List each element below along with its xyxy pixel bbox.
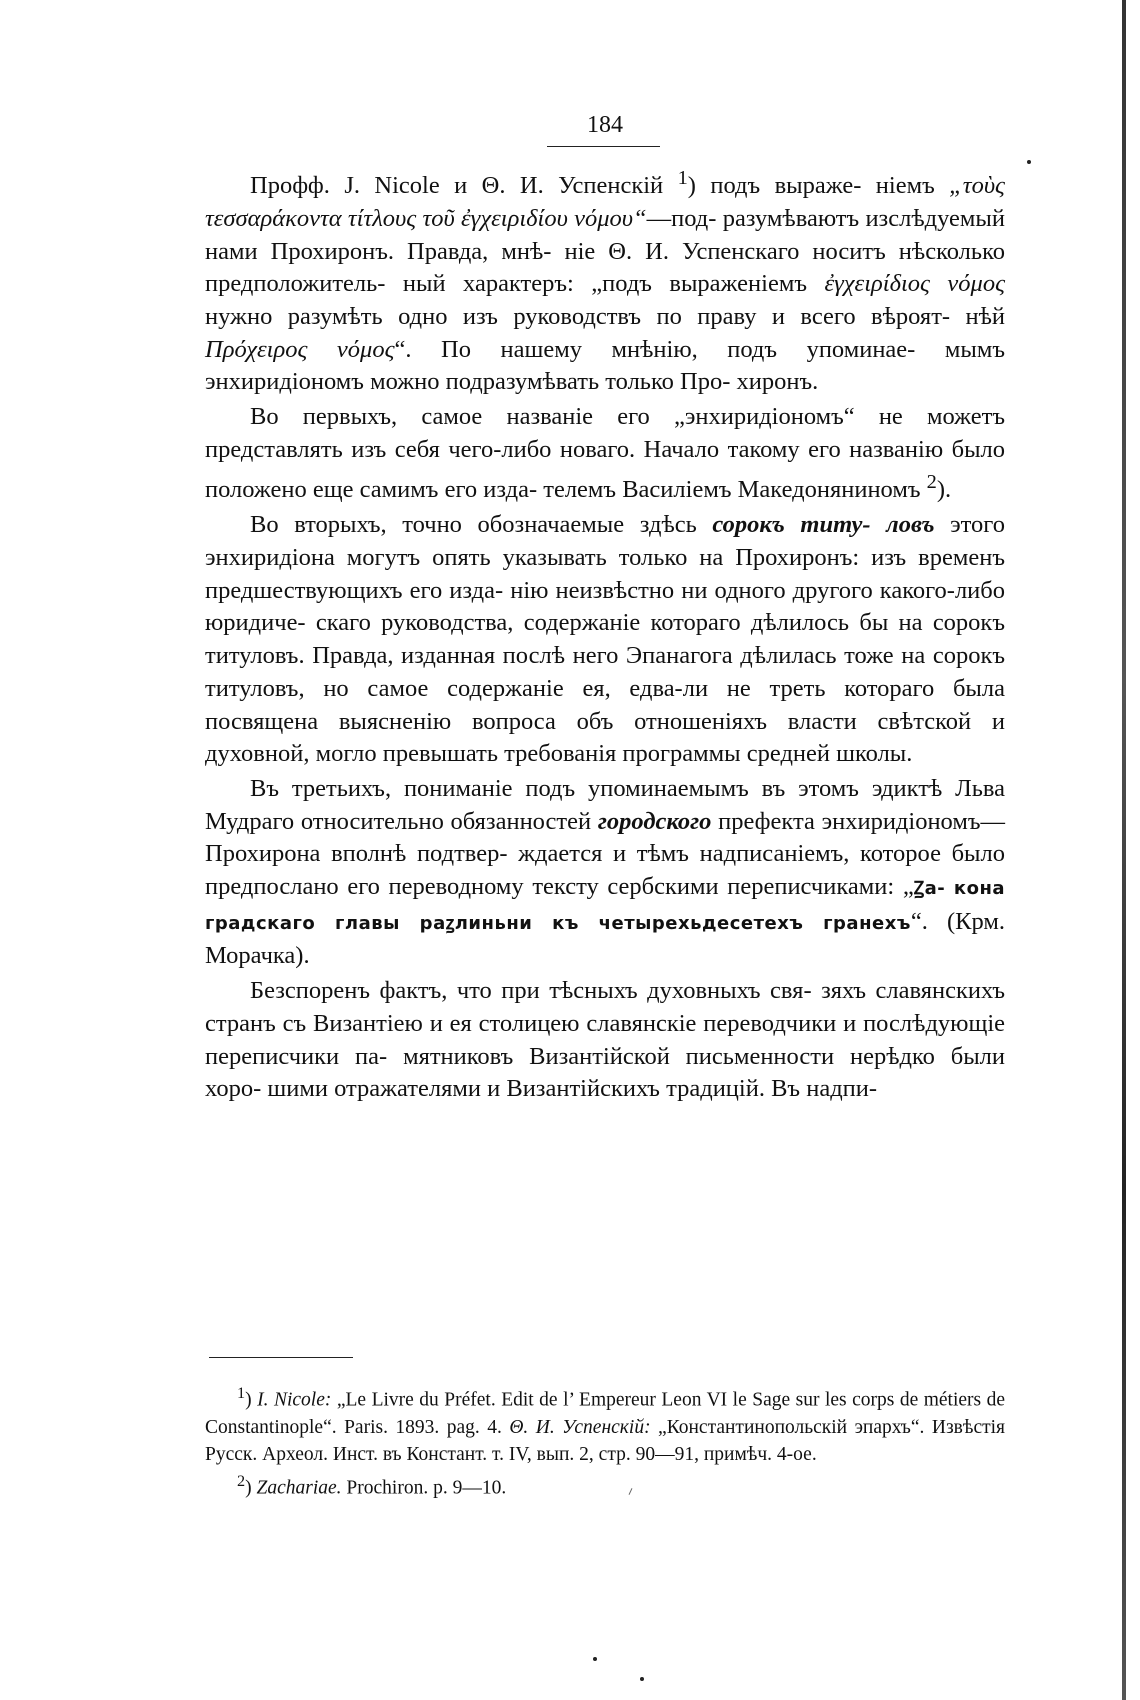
emphasis-text: Πρόχειρος νόμος [205,335,395,363]
paragraph [205,162,1005,399]
emphasis-text: ловъ [886,511,935,539]
text-run: “. [910,907,928,935]
footnote-marker: 2 [926,471,937,494]
text-run: ніемъ [875,172,950,200]
emphasis-text: Ꙁа- [913,878,946,900]
emphasis-text: Θ. И. Успенскій: [509,1416,651,1438]
text-run: мымъ энхиридіономъ можно подразумѣвать только Про- [205,335,1005,396]
text-run: Sage sur les corps de métiers de Constantinople“. Paris. 1893. pag. 4. [205,1389,1006,1438]
text-run: ). [936,476,952,504]
text-run: нѣй [965,302,1006,330]
text-run: эдиктѣ Льва Мудраго относительно обязанностей [205,774,1006,835]
emphasis-text: „τοὺς τεσσαράκοντα τίτλους τοῦ ἐγχειριδίου νόμου“ [205,172,1006,232]
text-run: зяхъ славянскихъ странъ съ Византіею и ея столицею [205,977,1005,1037]
text-run: ) [245,1477,257,1498]
emphasis-text: сорокъ титу- [712,511,871,539]
text-run: префекта энхиридіономъ—Прохирона вполнѣ подтвер- [205,807,1006,868]
text-run: нужно [205,302,273,330]
text-run: можетъ представлять изъ себя чего-либо новаго. Начало [205,403,1005,463]
footnote [205,1380,1005,1468]
text-run: Во вторыхъ, точно обозначаемые здѣсь [250,511,713,539]
text-run: его переводному тексту сербскими переписчиками: „ [347,873,914,901]
emphasis-text: Zachariae. [256,1477,342,1498]
text-run: славянскіе переводчики и послѣдующіе переписчики па- [205,1009,1006,1070]
text-run: ніе Θ. И. Успенскаго носитъ нѣсколько предположитель- [205,237,1005,298]
text-run: “. По нашему мнѣнію, подъ упоминае- [394,335,916,363]
paragraph [205,401,1005,507]
text-run: этого энхиридіона могутъ опять указывать только [205,511,1005,572]
text-run: вопроса объ отношеніяхъ власти свѣтской и духовной, [205,707,1005,768]
text-run: (Крм. Морачка). [205,907,1005,970]
text-run: могло превышать требованія программы средней школы. [315,740,913,768]
scan-speck [1027,160,1031,164]
text-run: дѣлилась тоже на сорокъ титуловъ, но самое содержаніе [205,642,1006,702]
text-run: Prochiron. p. 9—10. [341,1477,507,1498]
text-run: нію неизвѣстно ни одного другого какого-либо юридиче- [205,576,1006,637]
text-run: мятниковъ Византійской письменности нерѣдко были хоро- [205,1042,1006,1103]
text-run: Въ третьихъ, пониманіе подъ упоминаемымъ въ этомъ [250,774,859,802]
text-run: Инст. въ Констант. т. IV, вып. 2, стр. 90—91, примѣч. 4-ое. [332,1443,817,1465]
scan-speck [593,1657,597,1661]
text-run: Безспоренъ фактъ, что при тѣсныхъ духовныхъ свя- [250,977,812,1005]
text-run: сорокъ титуловъ. Правда, изданная послѣ него Эпанагога [205,609,1006,670]
text-run: Профф. J. Nicole и Θ. И. Успенскій [250,172,678,200]
page-number: 184 [587,112,623,138]
footnotes [205,1380,1005,1501]
footnote [205,1468,1005,1502]
page-number-underline [547,146,660,147]
text-run: разумѣваютъ изслѣдуемый нами Прохиронъ. Правда, мнѣ- [205,204,1005,265]
emphasis-text: I. Nicole: [257,1389,332,1411]
text-run: ) [245,1389,258,1411]
text-run: ея, едва-ли не треть котораго была посвящена выясненію [205,674,1005,735]
text-run: телемъ Василіемъ Македоняниномъ [543,476,927,504]
scan-speck [640,1677,644,1681]
text-run: разумѣть одно изъ руководствъ по праву и всего вѣроят- [287,302,951,330]
scan-edge-line [1122,0,1126,1700]
text-run: хиронъ. [736,368,819,396]
text-run: ждается и тѣмъ надписаніемъ, которое было предпослано [205,840,1005,901]
footnote-marker: 1 [237,1384,246,1402]
paragraph [205,975,1005,1106]
body-text [205,162,1005,1106]
footnote-marker: 2 [237,1471,246,1490]
text-run: Во первыхъ, самое названіе его „энхиридіономъ“ не [250,403,903,431]
text-run: такому его названію было положено еще самимъ его изда- [205,435,1006,504]
text-run: ) подъ выраже- [687,172,862,200]
text-run: —под- [646,204,717,232]
footnote-marker: 1 [677,167,688,189]
paragraph [205,773,1005,973]
text-run: „Le Livre du Préfet. Edit de l’ Empereur Leon VI le [331,1389,747,1411]
emphasis-text: кона градскаго главы раꙁлиньни къ четырехьдесетехъ гранехъ [205,878,1006,934]
emphasis-text: городского [597,807,712,835]
footnote-separator [209,1357,353,1358]
emphasis-text: ἐγχειρίδιος νόμος [824,270,1006,298]
text-run: „Константинопольскій эпархъ“. Извѣстія Русск. Археол. [205,1416,1006,1465]
text-run: шими отражателями и Византійскихъ традицій. Въ надпи- [267,1075,878,1103]
text-run: ный характеръ: „подъ выраженіемъ [402,270,825,298]
paragraph [205,509,1005,771]
text-run: на Прохиронъ: изъ временъ предшествующихъ его изда- [205,544,1005,604]
text-run: скаго руководства, содержаніе котораго дѣлилось бы на [315,609,923,637]
